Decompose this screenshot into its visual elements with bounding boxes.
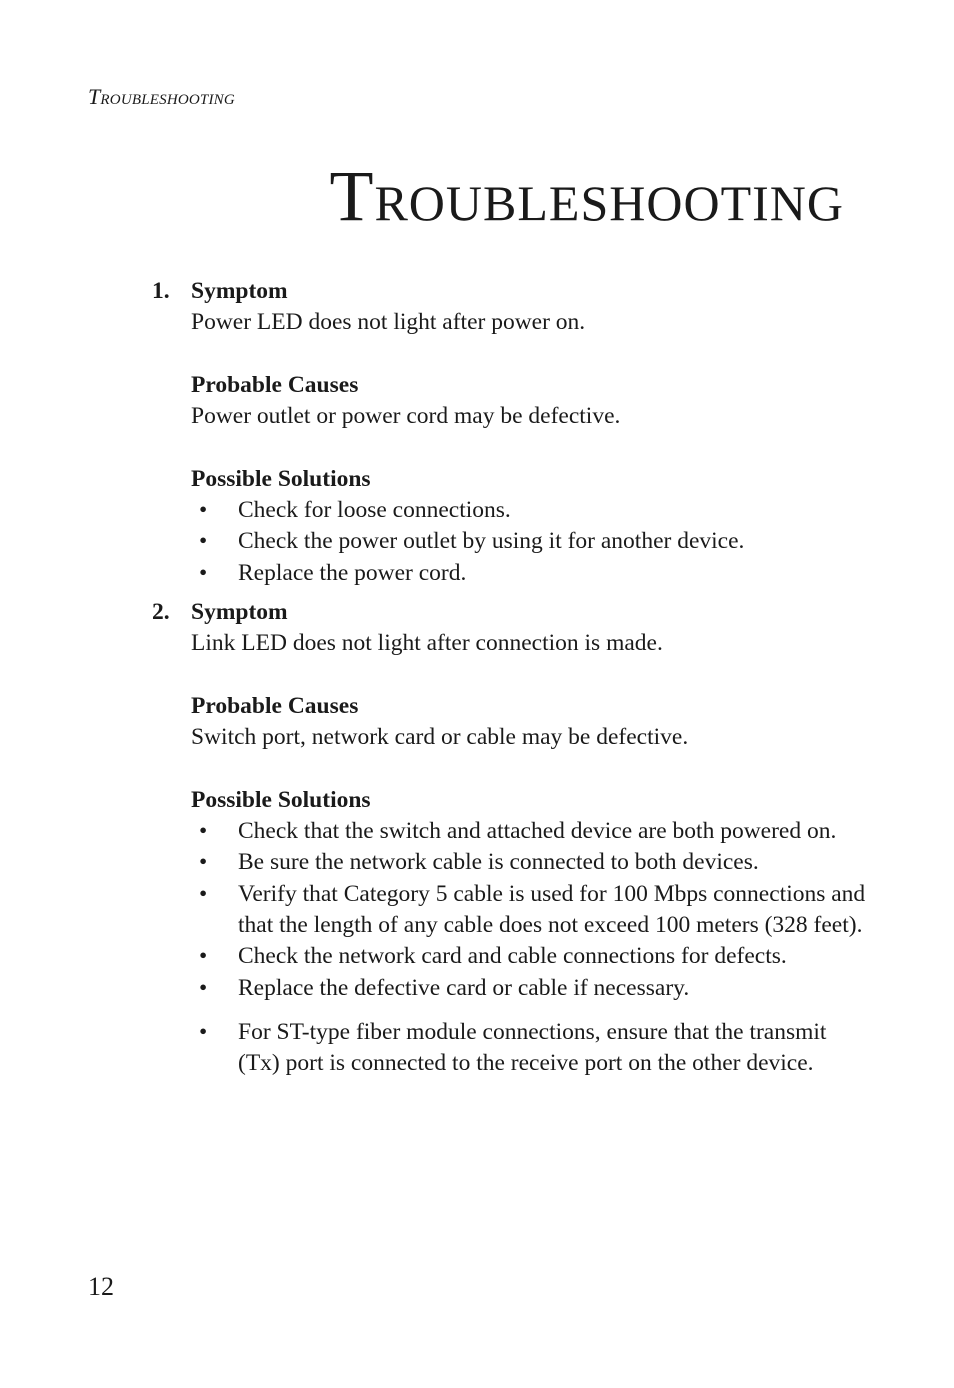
solutions-heading: Possible Solutions <box>191 465 371 492</box>
troubleshooting-item-1 <box>152 276 872 589</box>
solution-text: For ST-type fiber module connections, ensure that the transmit (Tx) port is connected to the receive port on the other device. <box>238 1018 827 1077</box>
solution-text: Verify that Category 5 cable is used for 100 Mbps connections and that the length of any cable does not exceed 100 meters (328 feet). <box>238 880 866 938</box>
symptom-text: Power LED does not light after power on. <box>191 309 586 336</box>
solution-item <box>191 816 872 847</box>
bullet-icon: • <box>199 943 208 970</box>
solution-text: Check the network card and cable connections for defects. <box>238 943 787 970</box>
causes-heading: Probable Causes <box>191 692 359 719</box>
page-title: Troubleshooting <box>329 156 844 236</box>
solution-text: Check the power outlet by using it for another device. <box>238 528 745 555</box>
solution-item <box>191 1017 872 1080</box>
solution-text: Replace the power cord. <box>238 559 467 586</box>
page-number: 12 <box>88 1272 114 1301</box>
solution-item <box>191 973 872 1004</box>
solutions-list <box>191 816 872 1079</box>
solution-item <box>191 558 872 589</box>
bullet-icon: • <box>199 849 208 876</box>
item-number: 2. <box>152 598 170 625</box>
bullet-icon: • <box>199 880 208 907</box>
troubleshooting-list <box>152 276 872 1079</box>
causes-heading: Probable Causes <box>191 371 359 398</box>
running-header: Troubleshooting <box>88 84 235 109</box>
symptom-heading: Symptom <box>191 278 288 304</box>
bullet-icon: • <box>199 818 208 845</box>
solutions-heading: Possible Solutions <box>191 786 371 813</box>
solution-text: Replace the defective card or cable if necessary. <box>238 974 690 1001</box>
troubleshooting-item-2 <box>152 597 872 1079</box>
solution-text: Be sure the network cable is connected to both devices. <box>238 849 759 876</box>
causes-text: Switch port, network card or cable may be defective. <box>191 724 689 751</box>
symptom-heading: Symptom <box>191 598 288 625</box>
solution-item <box>191 526 872 557</box>
causes-text: Power outlet or power cord may be defective. <box>191 403 621 430</box>
symptom-text: Link LED does not light after connection is made. <box>191 630 663 657</box>
bullet-icon: • <box>199 497 208 524</box>
solution-item <box>191 495 872 526</box>
solution-text: Check for loose connections. <box>238 497 511 524</box>
solutions-list <box>191 495 872 589</box>
solution-item <box>191 879 872 942</box>
bullet-icon: • <box>199 974 208 1001</box>
bullet-icon: • <box>199 1018 208 1045</box>
solution-item <box>191 941 872 972</box>
solution-item <box>191 847 872 878</box>
item-number: 1. <box>152 278 170 304</box>
bullet-icon: • <box>199 528 208 555</box>
bullet-icon: • <box>199 559 208 586</box>
solution-text: Check that the switch and attached device are both powered on. <box>238 818 837 845</box>
